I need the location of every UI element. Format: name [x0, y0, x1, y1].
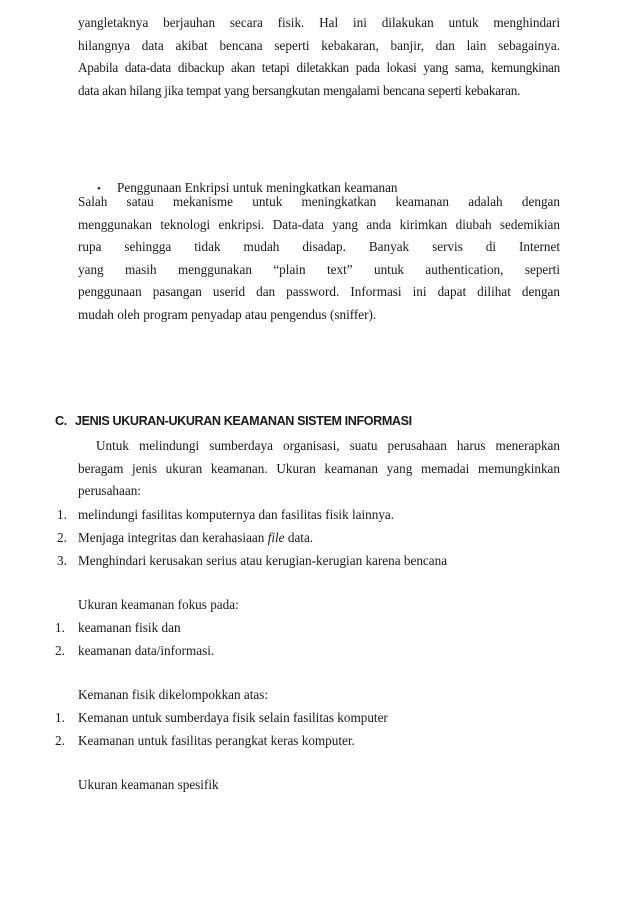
paragraph-line: perusahaan: [78, 483, 141, 499]
list-text: Keamanan untuk fasilitas perangkat keras komputer. [78, 733, 355, 748]
list-number: 3. [57, 553, 67, 568]
list-item [55, 708, 388, 728]
bullet-text: Penggunaan Enkripsi untuk meningkatkan keamanan [117, 180, 398, 195]
list-item [55, 731, 355, 751]
list-number: 2. [55, 643, 65, 658]
list-text: data. [284, 530, 314, 545]
paragraph-backup-location [78, 12, 560, 102]
list-number: 1. [57, 507, 67, 522]
bullet-icon: • [97, 183, 101, 195]
paragraph-line: Apabila data-data dibackup akan tetapi diletakkan pada lokasi yang sama, kemungkinan [78, 60, 560, 76]
paragraph-line: beragam jenis ukuran keamanan. Ukuran keamanan yang memadai memungkinkan [78, 460, 560, 476]
section-letter: C. [55, 414, 67, 428]
paragraph-line: Salah satau mekanisme untuk meningkatkan keamanan adalah dengan [78, 194, 560, 209]
paragraph-line: yang masih menggunakan “plain text” untuk authentication, seperti [78, 261, 560, 277]
paragraph-line: penggunaan pasangan userid dan password. Informasi ini dapat dilihat dengan [78, 284, 560, 300]
list-item [57, 528, 313, 548]
paragraph-line: mudah oleh program penyadap atau pengendus (sniffer). [78, 306, 377, 322]
specific-intro: Ukuran keamanan spesifik [78, 777, 219, 792]
paragraph-line: data akan hilang jika tempat yang bersangkutan mengalami bencana seperti kebakaran. [78, 82, 521, 98]
list-number: 1. [55, 620, 65, 635]
list-item [57, 505, 394, 525]
paragraph-line: menggunakan teknologi enkripsi. Data-data yang anda kirimkan diubah sedemikian [78, 216, 560, 232]
paragraph-security-measures [78, 435, 560, 503]
list-text: Menghindari kerusakan serius atau kerugian-kerugian karena bencana [78, 553, 448, 568]
physical-intro: Kemanan fisik dikelompokkan atas: [78, 687, 269, 702]
list-text: melindungi fasilitas komputernya dan fasilitas fisik lainnya. [78, 507, 395, 522]
paragraph-line: yangletaknya berjauhan secara fisik. Hal ini dilakukan untuk menghindari [78, 15, 560, 30]
focus-intro: Ukuran keamanan fokus pada: [78, 597, 239, 612]
list-text: keamanan data/informasi. [78, 643, 215, 658]
list-text: keamanan fisik dan [78, 620, 181, 635]
list-number: 1. [55, 710, 65, 725]
paragraph-line: Untuk melindungi sumberdaya organisasi, suatu perusahaan harus menerapkan [96, 438, 560, 453]
list-number: 2. [55, 733, 65, 748]
list-item [55, 641, 214, 661]
list-text-italic: file [267, 530, 285, 545]
list-number: 2. [57, 530, 67, 545]
list-item [57, 551, 447, 571]
paragraph-encryption [78, 191, 560, 327]
paragraph-line: hilangnya data akibat bencana seperti kebakaran, banjir, dan lain sebagainya. [78, 37, 560, 53]
list-text: Kemanan untuk sumberdaya fisik selain fasilitas komputer [78, 710, 388, 725]
list-item [55, 618, 181, 638]
list-text: Menjaga integritas dan kerahasiaan [78, 530, 268, 545]
paragraph-line: rupa sehingga tidak mudah disadap. Banyak servis di Internet [78, 239, 560, 255]
section-title: JENIS UKURAN-UKURAN KEAMANAN SISTEM INFORMASI [75, 414, 412, 428]
section-heading [55, 411, 412, 431]
